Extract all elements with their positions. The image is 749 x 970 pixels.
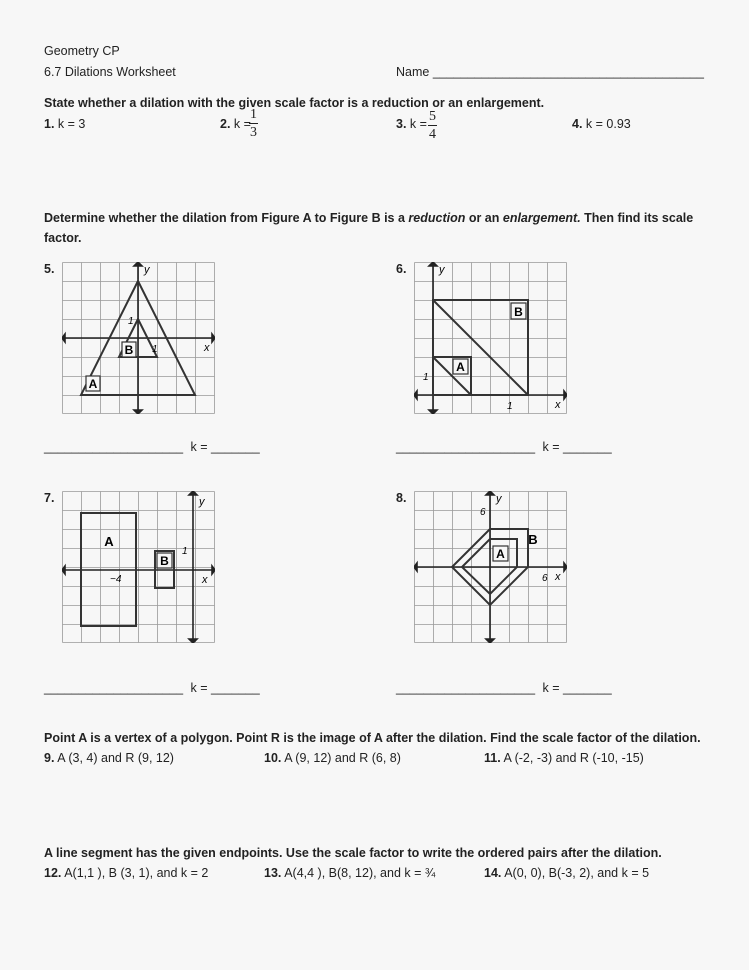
problem-8-number: 8.	[396, 491, 407, 505]
x-tick-label: 6	[542, 573, 548, 584]
k-answer-blank[interactable]: _______	[563, 440, 612, 454]
y-tick-label: 1	[182, 546, 188, 557]
y-axis-label: y	[199, 496, 205, 508]
question-text: A(0, 0), B(-3, 2), and k = 5	[504, 866, 650, 880]
x-tick-label: 1	[152, 344, 158, 355]
figure-7	[62, 491, 215, 643]
instruction-text: Determine whether the dilation from Figure A to Figure B is a	[44, 211, 409, 225]
name-field[interactable]	[396, 65, 704, 79]
question-10	[264, 751, 401, 765]
fraction-one-third	[249, 106, 258, 141]
question-number: 13.	[264, 866, 282, 880]
section2-instruction-line2: factor.	[44, 231, 82, 245]
figure-6	[414, 262, 567, 414]
denominator: 4	[429, 127, 436, 142]
k-label: k =	[190, 440, 208, 454]
fraction-five-fourths	[428, 108, 437, 143]
axes	[414, 491, 567, 643]
denominator: 3	[250, 125, 257, 140]
label-b: B	[124, 343, 134, 357]
section2-instruction	[44, 211, 693, 225]
k-answer-blank[interactable]: _______	[563, 681, 612, 695]
question-number: 3.	[396, 117, 407, 131]
question-9	[44, 751, 174, 765]
figure-8	[414, 491, 567, 643]
k-label: k =	[542, 681, 560, 695]
figure-5	[62, 262, 215, 414]
question-1	[44, 117, 85, 131]
question-text: k =	[233, 117, 251, 131]
question-text: A(4,4 ), B(8, 12), and k = ¾	[284, 866, 436, 880]
question-text: A(1,1 ), B (3, 1), and k = 2	[64, 866, 209, 880]
k-answer-blank[interactable]: _______	[211, 681, 260, 695]
answer-line-6[interactable]	[396, 440, 612, 454]
instruction-text: Then find its scale	[580, 211, 694, 225]
question-text: A (9, 12) and R (6, 8)	[284, 751, 401, 765]
type-answer-blank[interactable]: ____________________	[396, 681, 536, 695]
x-tick-label: −4	[110, 574, 122, 585]
reduction-word: reduction	[408, 211, 466, 225]
question-text: k =	[409, 117, 427, 131]
label-a: A	[456, 360, 465, 374]
question-number: 4.	[572, 117, 583, 131]
question-text: k = 3	[57, 117, 86, 131]
question-number: 9.	[44, 751, 55, 765]
question-3	[396, 117, 427, 131]
k-answer-blank[interactable]: _______	[211, 440, 260, 454]
grid	[63, 492, 215, 643]
instruction-text: or an	[465, 211, 503, 225]
question-14	[484, 866, 649, 880]
problem-6-number: 6.	[396, 262, 407, 276]
x-axis-label: x	[202, 574, 208, 586]
section4-instruction: A line segment has the given endpoints. Use the scale factor to write the ordered pairs after the dilation.	[44, 846, 662, 860]
question-text: k = 0.93	[585, 117, 631, 131]
problem-7-number: 7.	[44, 491, 55, 505]
x-axis-label: x	[555, 571, 561, 583]
question-number: 10.	[264, 751, 282, 765]
y-tick-label: 1	[128, 316, 134, 327]
question-number: 12.	[44, 866, 62, 880]
question-text: A (-2, -3) and R (-10, -15)	[503, 751, 644, 765]
enlargement-word: enlargement.	[502, 211, 581, 225]
question-11	[484, 751, 644, 765]
x-axis-label: x	[555, 399, 561, 411]
label-b: B	[514, 305, 523, 319]
label-b: B	[528, 532, 538, 547]
label-a: A	[88, 377, 98, 391]
x-axis-label: x	[204, 342, 210, 354]
y-axis-label: y	[144, 264, 150, 276]
numerator: 1	[250, 107, 257, 122]
name-label: Name	[396, 65, 430, 79]
question-2	[220, 117, 251, 131]
question-12	[44, 866, 208, 880]
y-tick-label: 6	[480, 507, 486, 518]
label-a: A	[104, 534, 114, 549]
question-4	[572, 117, 631, 131]
y-axis-label: y	[496, 493, 502, 505]
grid	[415, 263, 567, 414]
numerator: 5	[429, 109, 436, 124]
question-13	[264, 866, 435, 880]
label-b: B	[160, 554, 169, 568]
k-label: k =	[190, 681, 208, 695]
type-answer-blank[interactable]: ____________________	[396, 440, 536, 454]
x-tick-label: 1	[507, 401, 513, 412]
problem-5-number: 5.	[44, 262, 55, 276]
section3-instruction: Point A is a vertex of a polygon. Point R is the image of A after the dilation. Find the scale factor of the dilation.	[44, 731, 701, 745]
question-number: 14.	[484, 866, 502, 880]
answer-line-8[interactable]	[396, 681, 612, 695]
type-answer-blank[interactable]: ____________________	[44, 440, 184, 454]
answer-line-7[interactable]	[44, 681, 260, 695]
question-number: 1.	[44, 117, 55, 131]
section1-instruction: State whether a dilation with the given scale factor is a reduction or an enlargement.	[44, 96, 545, 110]
worksheet-title: 6.7 Dilations Worksheet	[44, 65, 176, 79]
question-number: 11.	[484, 751, 501, 765]
question-text: A (3, 4) and R (9, 12)	[57, 751, 174, 765]
k-label: k =	[542, 440, 560, 454]
type-answer-blank[interactable]: ____________________	[44, 681, 184, 695]
y-tick-label: 1	[423, 372, 429, 383]
label-a: A	[496, 547, 505, 561]
name-line: _______________________________________	[432, 65, 704, 79]
y-axis-label: y	[439, 264, 445, 276]
question-number: 2.	[220, 117, 231, 131]
course-title: Geometry CP	[44, 44, 120, 58]
answer-line-5[interactable]	[44, 440, 260, 454]
